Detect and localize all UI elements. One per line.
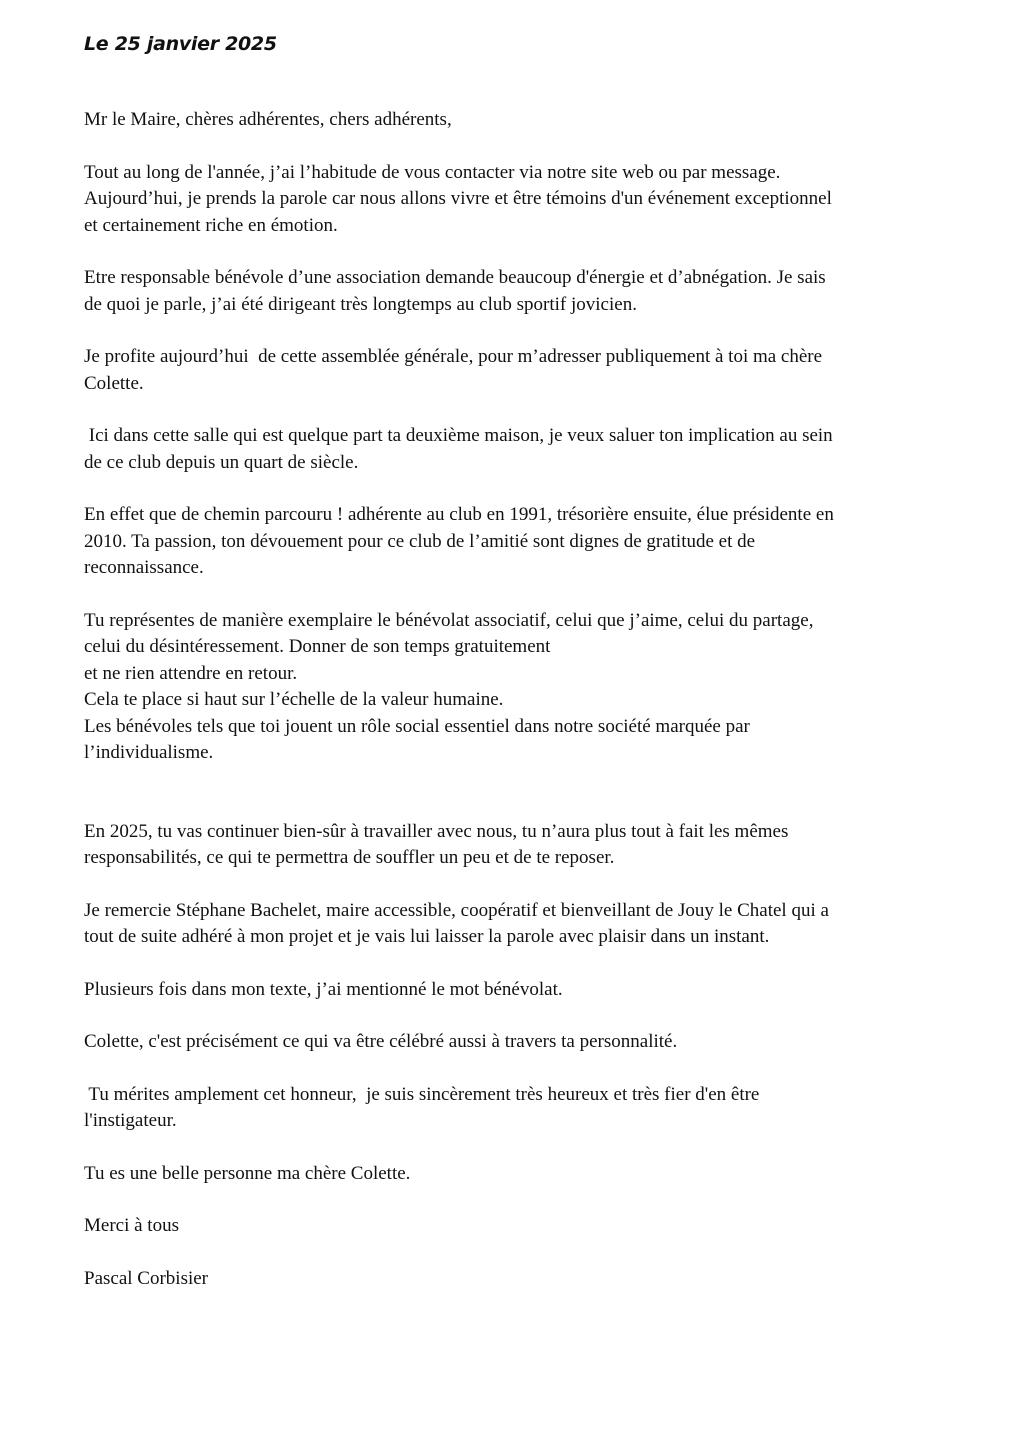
paragraph-line: de quoi je parle, j’ai été dirigeant très longtemps au club sportif jovicien.: [84, 293, 637, 315]
paragraph-line: En 2025, tu vas continuer bien-sûr à travailler avec nous, tu n’aura plus tout à fait les mêmes: [84, 820, 789, 842]
paragraph-line: et certainement riche en émotion.: [84, 214, 338, 236]
paragraph-line: l’individualisme.: [84, 742, 214, 763]
closing: [84, 1213, 964, 1240]
paragraph-career: [84, 502, 964, 582]
closing-line: Merci à tous: [84, 1215, 179, 1236]
paragraph-line: reconnaissance.: [84, 557, 204, 578]
paragraph-line: Je profite aujourd’hui de cette assemblée générale, pour m’adresser publiquement à toi ma chère: [84, 346, 823, 367]
paragraph-line: Etre responsable bénévole d’une association demande beaucoup d'énergie et d’abnégation. Je sais: [84, 267, 826, 288]
paragraph-line: celui du désintéressement. Donner de son temps gratuitement: [84, 636, 551, 657]
signature: [84, 1266, 964, 1293]
paragraph-address-colette: [84, 344, 964, 397]
paragraph-volunteering: [84, 608, 964, 767]
paragraph-line: responsabilités, ce qui te permettra de souffler un peu et de te reposer.: [84, 847, 615, 868]
paragraph-line: Je remercie Stéphane Bachelet, maire accessible, coopératif et bienveillant de Jouy le Chatel qui a: [84, 899, 829, 921]
paragraph-line: tout de suite adhéré à mon projet et je vais lui laisser la parole avec plaisir dans un instant.: [84, 926, 770, 947]
paragraph-belle-personne: [84, 1161, 964, 1188]
paragraph-celebration: [84, 1029, 964, 1056]
paragraph-line: de ce club depuis un quart de siècle.: [84, 451, 359, 473]
paragraph-line: Colette.: [84, 372, 144, 394]
paragraph-line: Cela te place si haut sur l’échelle de la valeur humaine.: [84, 689, 504, 710]
paragraph-line: Tout au long de l'année, j’ai l’habitude de vous contacter via notre site web ou par message.: [84, 161, 781, 183]
salutation: [84, 107, 964, 134]
paragraph-line: 2010. Ta passion, ton dévouement pour ce club de l’amitié sont dignes de gratitude et de: [84, 530, 756, 552]
salutation-line: Mr le Maire, chères adhérentes, chers adhérents,: [84, 109, 452, 130]
paragraph-volunteer-responsibility: [84, 265, 964, 318]
paragraph-line: Plusieurs fois dans mon texte, j’ai mentionné le mot bénévolat.: [84, 978, 563, 1000]
paragraph-line: Tu es une belle personne ma chère Colette.: [84, 1162, 411, 1184]
paragraph-line: l'instigateur.: [84, 1110, 177, 1131]
paragraph-line: En effet que de chemin parcouru ! adhérente au club en 1991, trésorière ensuite, élue présidente en: [84, 504, 834, 525]
paragraph-second-home: [84, 423, 964, 476]
paragraph-thanks-mayor: [84, 898, 964, 951]
letter-body: [84, 107, 964, 1318]
paragraph-line: et ne rien attendre en retour.: [84, 662, 298, 684]
paragraph-line: Les bénévoles tels que toi jouent un rôle social essentiel dans notre société marquée par: [84, 715, 750, 737]
paragraph-line: Ici dans cette salle qui est quelque part ta deuxième maison, je veux saluer ton implication au sein: [84, 425, 833, 446]
paragraph-line: Colette, c'est précisément ce qui va être célébré aussi à travers ta personnalité.: [84, 1031, 678, 1052]
paragraph-intro: [84, 160, 964, 240]
paragraph-2025: [84, 819, 964, 872]
paragraph-line: Tu représentes de manière exemplaire le bénévolat associatif, celui que j’aime, celui du partage,: [84, 609, 814, 631]
paragraph-line: Aujourd’hui, je prends la parole car nous allons vivre et être témoins d'un événement exceptionnel: [84, 188, 832, 209]
blank-line: [84, 793, 964, 819]
paragraph-line: Tu mérites amplement cet honneur, je suis sincèrement très heureux et très fier d'en être: [84, 1083, 760, 1105]
signature-name: Pascal Corbisier: [84, 1267, 209, 1289]
paragraph-honour: [84, 1082, 964, 1135]
letter-date: Le 25 janvier 2025: [84, 33, 277, 55]
paragraph-benevolat-mention: [84, 977, 964, 1004]
